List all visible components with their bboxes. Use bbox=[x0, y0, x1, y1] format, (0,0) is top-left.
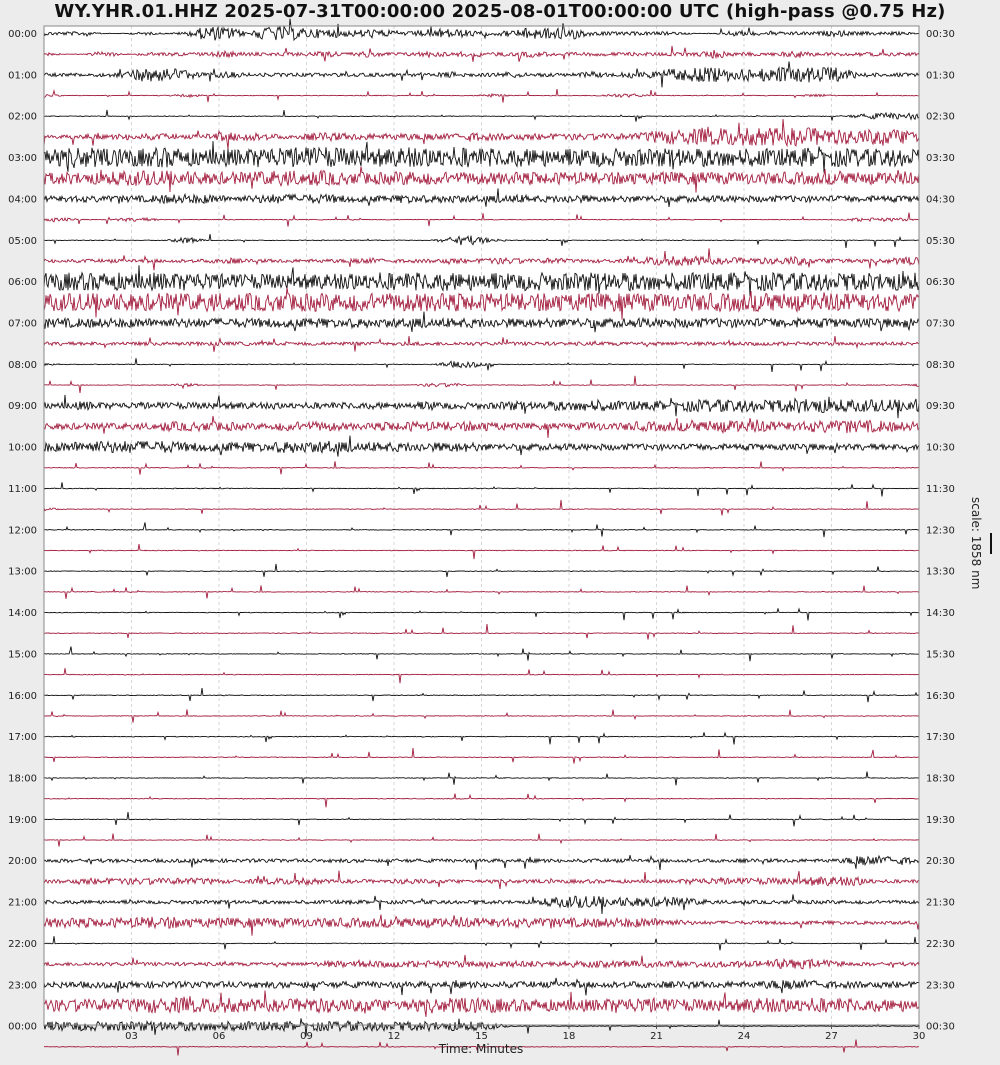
left-time-label: 04:00 bbox=[8, 194, 37, 206]
right-time-label: 18:30 bbox=[926, 773, 955, 785]
left-time-labels bbox=[8, 29, 37, 1033]
right-time-label: 08:30 bbox=[926, 359, 955, 371]
left-time-label: 16:00 bbox=[8, 690, 37, 702]
left-time-label: 11:00 bbox=[8, 483, 37, 495]
left-time-label: 07:00 bbox=[8, 318, 37, 330]
left-time-label: 23:00 bbox=[8, 980, 37, 992]
x-tick-label: 30 bbox=[912, 1031, 926, 1042]
right-time-label: 06:30 bbox=[926, 277, 955, 289]
left-time-label: 08:00 bbox=[8, 359, 37, 371]
left-time-label: 21:00 bbox=[8, 897, 37, 909]
left-time-label: 20:00 bbox=[8, 856, 37, 868]
x-tick-label: 27 bbox=[825, 1031, 838, 1042]
x-tick-label: 21 bbox=[650, 1031, 663, 1042]
right-time-label: 22:30 bbox=[926, 938, 955, 950]
right-time-label: 21:30 bbox=[926, 897, 955, 909]
right-time-label: 13:30 bbox=[926, 566, 955, 578]
left-time-label: 00:00 bbox=[8, 1021, 37, 1033]
right-time-labels bbox=[926, 29, 955, 1033]
right-time-label: 01:30 bbox=[926, 70, 955, 82]
right-time-label: 20:30 bbox=[926, 856, 955, 868]
right-time-label: 12:30 bbox=[926, 525, 955, 537]
left-time-label: 02:00 bbox=[8, 111, 37, 123]
right-time-label: 03:30 bbox=[926, 153, 955, 165]
x-tick-label: 03 bbox=[125, 1031, 138, 1042]
left-time-label: 18:00 bbox=[8, 773, 37, 785]
right-time-label: 02:30 bbox=[926, 111, 955, 123]
x-tick-label: 09 bbox=[300, 1031, 313, 1042]
left-time-label: 00:00 bbox=[8, 29, 37, 40]
right-time-label: 16:30 bbox=[926, 690, 955, 702]
x-tick-label: 12 bbox=[387, 1031, 401, 1042]
right-time-label: 23:30 bbox=[926, 980, 955, 992]
left-time-label: 01:00 bbox=[8, 70, 37, 82]
left-time-label: 06:00 bbox=[8, 277, 37, 289]
left-time-label: 22:00 bbox=[8, 938, 37, 950]
left-time-label: 09:00 bbox=[8, 401, 37, 413]
right-time-label: 00:30 bbox=[926, 1021, 955, 1033]
x-tick-label: 15 bbox=[475, 1031, 488, 1042]
left-time-label: 03:00 bbox=[8, 153, 37, 165]
right-time-label: 17:30 bbox=[926, 732, 955, 744]
x-tick-labels bbox=[125, 1025, 925, 1042]
right-time-label: 05:30 bbox=[926, 235, 955, 247]
right-time-label: 04:30 bbox=[926, 194, 955, 206]
left-time-label: 13:00 bbox=[8, 566, 37, 578]
right-time-label: 09:30 bbox=[926, 401, 955, 413]
left-time-label: 12:00 bbox=[8, 525, 37, 537]
left-time-label: 19:00 bbox=[8, 814, 37, 826]
right-time-label: 14:30 bbox=[926, 608, 955, 620]
left-time-label: 15:00 bbox=[8, 649, 37, 661]
right-time-label: 15:30 bbox=[926, 649, 955, 661]
x-tick-label: 06 bbox=[212, 1031, 226, 1042]
left-time-label: 17:00 bbox=[8, 732, 37, 744]
right-time-label: 07:30 bbox=[926, 318, 955, 330]
chart-title: WY.YHR.01.HHZ 2025-07-31T00:00:00 2025-08-01T00:00:00 UTC (high-pass @0.75 Hz) bbox=[54, 1, 946, 22]
left-time-label: 14:00 bbox=[8, 608, 37, 620]
x-tick-label: 24 bbox=[737, 1031, 751, 1042]
right-time-label: 10:30 bbox=[926, 442, 955, 454]
right-time-label: 00:30 bbox=[926, 29, 955, 40]
scale-label: scale: 1858 nm bbox=[969, 497, 983, 590]
left-time-label: 10:00 bbox=[8, 442, 37, 454]
right-time-label: 11:30 bbox=[926, 483, 955, 495]
right-time-label: 19:30 bbox=[926, 814, 955, 826]
x-axis-label: Time: Minutes bbox=[438, 1042, 524, 1056]
x-tick-label: 18 bbox=[562, 1031, 576, 1042]
left-time-label: 05:00 bbox=[8, 235, 37, 247]
